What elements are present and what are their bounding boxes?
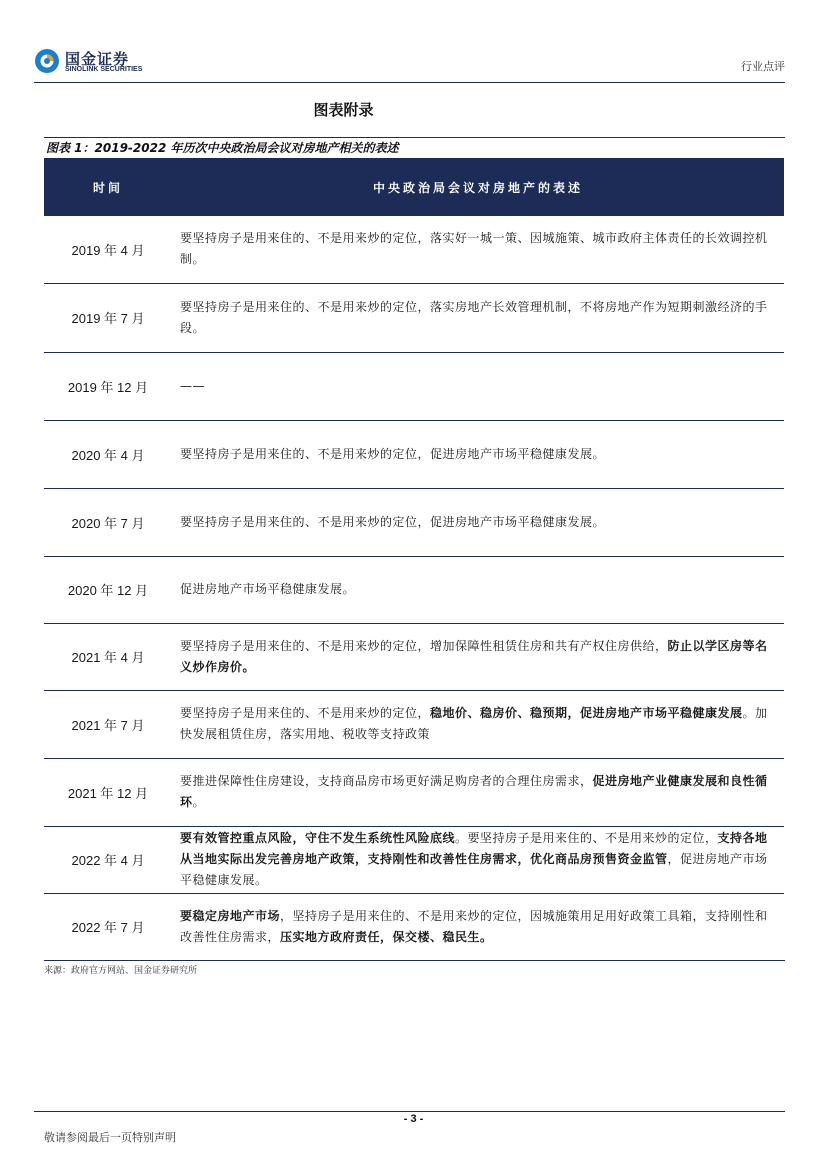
row-statement <box>172 826 784 893</box>
statement-text: 促进房地产市场平稳健康发展。 <box>180 582 356 596</box>
source-divider <box>44 960 785 961</box>
row-statement <box>172 893 784 960</box>
statement-emphasis: 压实地方政府责任，保交楼、稳民生。 <box>280 929 493 944</box>
table-header-row <box>44 158 784 216</box>
statement-text: 。要坚持房子是用来住的、不是用来炒的定位， <box>455 831 718 845</box>
policy-statements-table <box>44 158 784 961</box>
statement-text: 要坚持房子是用来住的、不是用来炒的定位，落实好一城一策、因城施策、城市政府主体责任的长效调控机制。 <box>180 231 768 267</box>
row-statement <box>172 488 784 556</box>
row-statement <box>172 758 784 826</box>
figure-title: 图表 1：2019-2022 年历次中央政治局会议对房地产相关的表述 <box>46 141 399 155</box>
statement-emphasis: 要有效管控重点风险，守住不发生系统性风险底线 <box>180 831 456 845</box>
statement-text: 要坚持房子是用来住的、不是用来炒的定位， <box>180 706 431 720</box>
statement-text: 要坚持房子是用来住的、不是用来炒的定位，增加保障性租赁住房和共有产权住房供给， <box>180 638 668 653</box>
table-row <box>44 758 784 826</box>
row-statement <box>172 690 784 758</box>
statement-text: 要坚持房子是用来住的、不是用来炒的定位，落实房地产长效管理机制，不将房地产作为短期刺激经济的手段。 <box>180 299 768 335</box>
row-statement <box>172 420 784 488</box>
footer-divider <box>34 1111 785 1112</box>
column-header-time: 时间 <box>44 158 172 216</box>
statement-text: ，促进房地产市场平稳健康发展。 <box>180 852 768 887</box>
appendix-title: 图表附录 <box>313 101 374 119</box>
table-row <box>44 420 784 488</box>
statement-text: ，坚持房子是用来住的、不是用来炒的定位，因城施策用足用好政策工具箱，支持刚性和改善性住房需求， <box>180 908 768 944</box>
statement-text: 要推进保障性住房建设，支持商品房市场更好满足购房者的合理住房需求， <box>180 774 593 788</box>
statement-emphasis: 支持各地从当地实际出发完善房地产政策，支持刚性和改善性住房需求，优化商品房预售资金监管 <box>180 831 768 866</box>
row-statement <box>172 283 784 352</box>
table-row <box>44 690 784 758</box>
table-row <box>44 826 784 893</box>
table-row <box>44 488 784 556</box>
source-note: 来源：政府官方网站、国金证券研究所 <box>44 966 198 976</box>
statement-text: 。加快发展租赁住房，落实用地、税收等支持政策 <box>180 706 768 741</box>
statement-text: 要坚持房子是用来住的、不是用来炒的定位，促进房地产市场平稳健康发展。 <box>180 514 606 529</box>
statement-text: —— <box>180 378 205 393</box>
row-time: 2019 年 7 月 <box>44 283 172 352</box>
sinolink-logo-icon <box>34 48 60 74</box>
table-row <box>44 556 784 623</box>
row-time: 2019 年 12 月 <box>44 352 172 420</box>
row-time: 2022 年 7 月 <box>44 893 172 960</box>
statement-emphasis: 促进房地产业健康发展和良性循环 <box>180 774 768 809</box>
statement-text: 要坚持房子是用来住的、不是用来炒的定位，促进房地产市场平稳健康发展。 <box>180 446 606 461</box>
table-row <box>44 352 784 420</box>
statement-emphasis: 防止以学区房等名义炒作房价。 <box>180 638 768 674</box>
row-time: 2020 年 7 月 <box>44 488 172 556</box>
column-header-statement: 中央政治局会议对房地产的表述 <box>172 158 784 216</box>
row-statement <box>172 352 784 420</box>
row-time: 2021 年 7 月 <box>44 690 172 758</box>
statement-text: 。 <box>192 795 206 809</box>
header-divider <box>34 82 785 83</box>
figure-title-divider <box>44 137 785 138</box>
disclaimer-note: 敬请参阅最后一页特别声明 <box>44 1131 176 1144</box>
row-statement <box>172 556 784 623</box>
table-row <box>44 283 784 352</box>
table-body <box>44 216 784 960</box>
page-number: - 3 - <box>403 1113 424 1125</box>
statement-emphasis: 要稳定房地产市场 <box>180 908 281 923</box>
table-row <box>44 893 784 960</box>
statement-emphasis: 稳地价、稳房价、稳预期，促进房地产市场平稳健康发展 <box>430 706 743 720</box>
report-type-label: 行业点评 <box>741 60 785 73</box>
table-row <box>44 623 784 690</box>
company-logo <box>34 48 154 78</box>
row-statement <box>172 623 784 690</box>
row-time: 2021 年 4 月 <box>44 623 172 690</box>
logo-english-name: SINOLINK SECURITIES <box>65 66 143 73</box>
logo-chinese-name: 国金证券 <box>65 50 130 68</box>
table-row <box>44 216 784 283</box>
row-time: 2020 年 12 月 <box>44 556 172 623</box>
row-time: 2020 年 4 月 <box>44 420 172 488</box>
row-time: 2022 年 4 月 <box>44 826 172 893</box>
row-statement <box>172 216 784 283</box>
row-time: 2021 年 12 月 <box>44 758 172 826</box>
row-time: 2019 年 4 月 <box>44 216 172 283</box>
